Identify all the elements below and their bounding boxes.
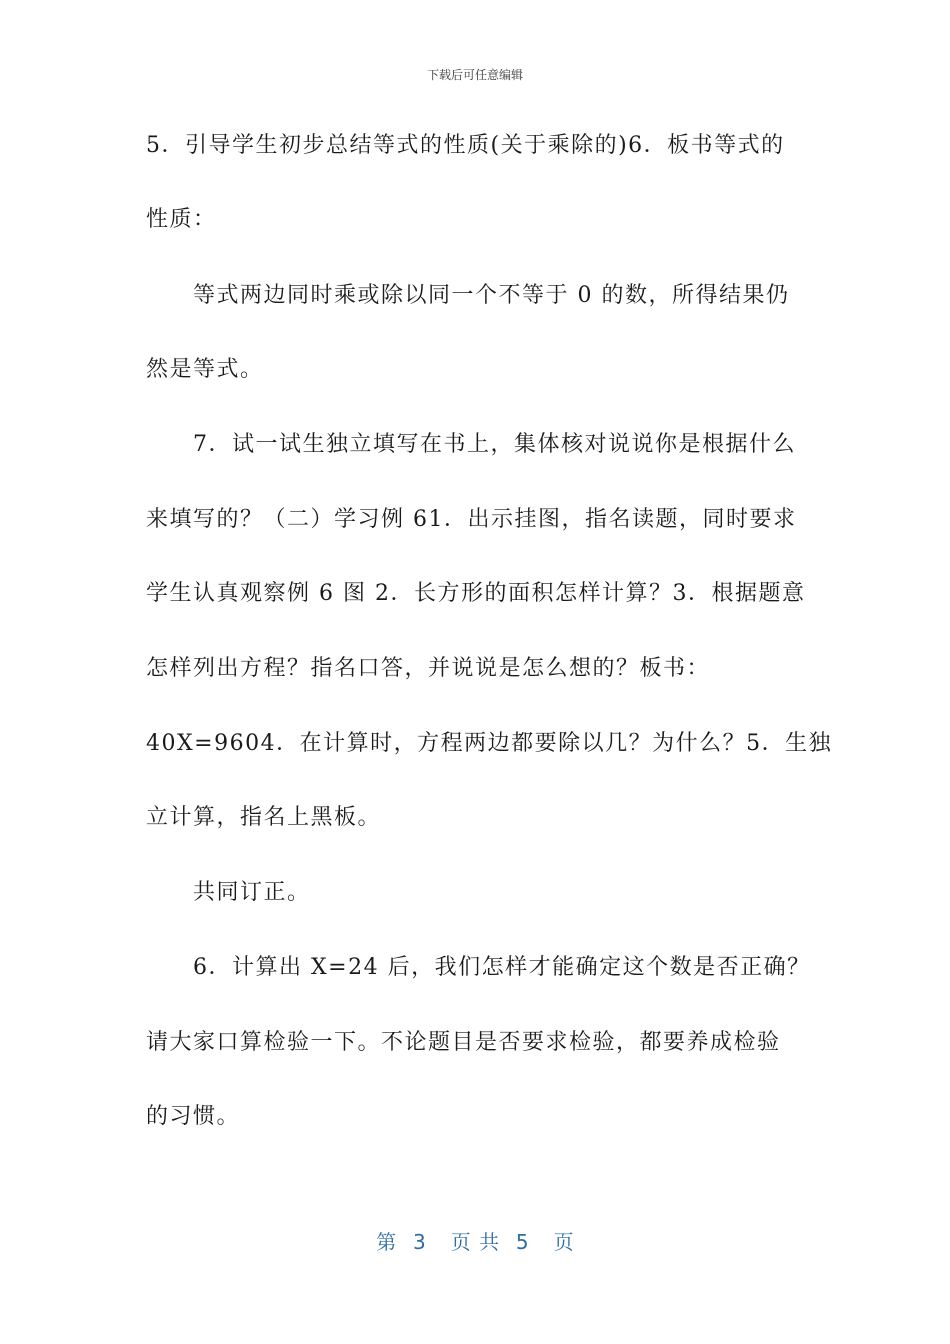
text-line: 然是等式。 (146, 357, 264, 382)
text-line: 学生认真观察例 6 图 2．长方形的面积怎样计算？3．根据题意 (146, 581, 806, 606)
text-line: 怎样列出方程？指名口答，并说说是怎么想的？板书： (146, 656, 711, 681)
text-line: 5．引导学生初步总结等式的性质(关于乘除的)6．板书等式的 (146, 133, 785, 158)
text-line: 共同订正。 (193, 880, 311, 905)
text-line: 请大家口算检验一下。不论题目是否要求检验，都要养成检验 (146, 1030, 781, 1055)
text-line: 40X=9604．在计算时，方程两边都要除以几？为什么？5．生独 (146, 731, 833, 756)
page-number-label: 第 3 页 共 5 页 (376, 1230, 574, 1254)
text-line: 等式两边同时乘或除以同一个不等于 0 的数，所得结果仍 (193, 283, 790, 308)
text-line: 7．试一试生独立填写在书上，集体核对说说你是根据什么 (193, 432, 796, 457)
page-header-note: 下载后可任意编辑 (426, 68, 523, 82)
text-line: 来填写的？（二）学习例 61．出示挂图，指名读题，同时要求 (146, 507, 797, 532)
text-line: 6．计算出 X=24 后，我们怎样才能确定这个数是否正确？ (193, 955, 811, 980)
text-line: 立计算，指名上黑板。 (146, 805, 382, 830)
page-number-footer (0, 1226, 950, 1255)
text-line: 的习惯。 (146, 1104, 241, 1129)
text-line: 性质： (146, 207, 217, 232)
